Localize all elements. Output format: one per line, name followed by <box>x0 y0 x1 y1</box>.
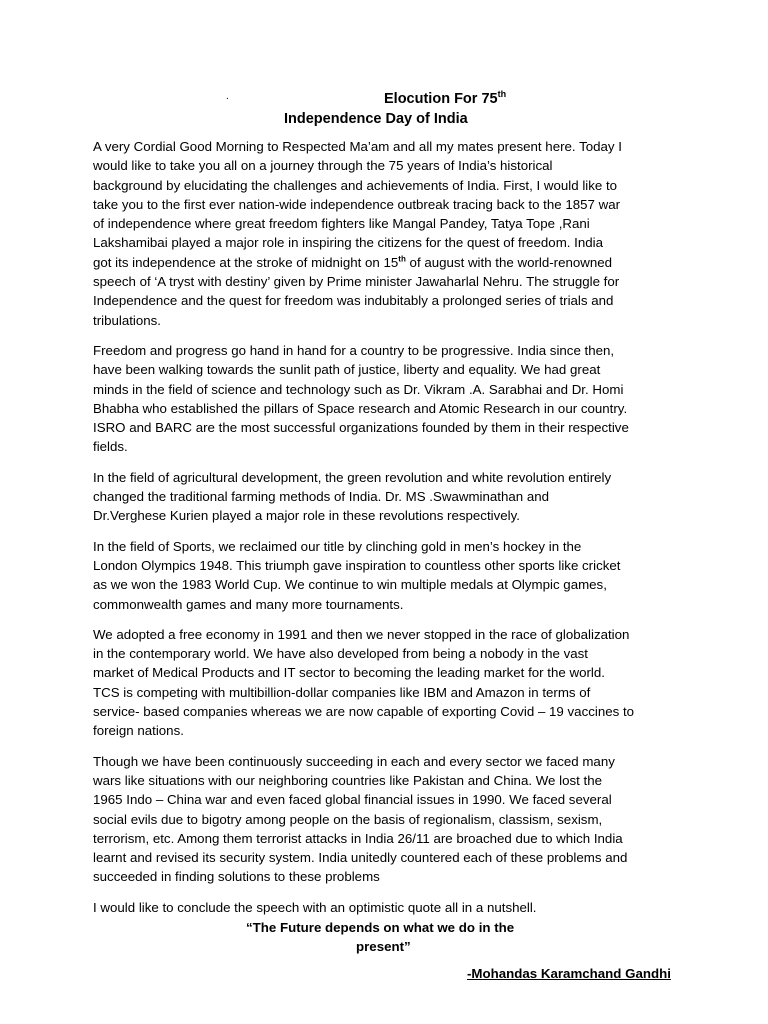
text-line <box>93 595 678 614</box>
line-text: as we won the 1983 World Cup. We continue to win multiple medals at Olympic games, <box>93 577 607 593</box>
text-line <box>93 829 678 848</box>
text-line <box>93 156 678 175</box>
paragraph <box>93 468 678 526</box>
line-text: market of Medical Products and IT sector to becoming the leading market for the world. <box>93 665 605 681</box>
quote-author: -Mohandas Karamchand Gandhi <box>467 966 671 981</box>
line-text: Lakshamibai played a major role in inspiring the citizens for the quest of freedom. India <box>93 235 603 251</box>
line-text: learnt and revised its security system. India unitedly countered each of these problems and <box>93 850 628 866</box>
speech-body <box>93 137 678 928</box>
text-line <box>93 253 678 272</box>
text-line <box>93 790 678 809</box>
paragraph <box>93 341 678 457</box>
line-text: speech of ‘A tryst with destiny’ given by Prime minister Jawaharlal Nehru. The struggle for <box>93 274 620 290</box>
text-line <box>93 272 678 291</box>
text-line <box>93 487 678 506</box>
line-text: would like to take you all on a journey through the 75 years of India’s historical <box>93 158 553 174</box>
line-text: in the contemporary world. We have also developed from being a nobody in the vast <box>93 646 588 662</box>
text-line <box>93 663 678 682</box>
text-line <box>93 506 678 525</box>
text-line <box>93 437 678 456</box>
line-text: We adopted a free economy in 1991 and then we never stopped in the race of globalization <box>93 626 630 642</box>
line-text: have been walking towards the sunlit path of justice, liberty and equality. We had great <box>93 362 601 378</box>
title-line-2: Independence Day of India <box>284 111 468 127</box>
text-line <box>93 233 678 252</box>
title-mark: . <box>226 91 229 102</box>
line-text: minds in the field of science and technology such as Dr. Vikram .A. Sarabhai and Dr. Homi <box>93 381 624 397</box>
title-text: Elocution For 75 <box>384 91 498 107</box>
line-text: Freedom and progress go hand in hand for a country to be progressive. India since then, <box>93 342 615 358</box>
quote-line-2: present” <box>356 939 411 954</box>
paragraph <box>93 898 678 917</box>
line-text: changed the traditional farming methods of India. Dr. MS .Swawminathan and <box>93 489 550 505</box>
text-line <box>93 683 678 702</box>
line-text: fields. <box>93 439 128 455</box>
text-line <box>93 556 678 575</box>
superscript: th <box>398 254 406 264</box>
line-text: tribulations. <box>93 312 161 328</box>
line-text: service- based companies whereas we are now capable of exporting Covid – 19 vaccines to <box>93 704 635 720</box>
text-line <box>93 195 678 214</box>
line-text: 1965 Indo – China war and even faced global financial issues in 1990. We faced several <box>93 792 612 808</box>
paragraph <box>93 752 678 887</box>
line-text: terrorism, etc. Among them terrorist attacks in India 26/11 are broached due to which India <box>93 830 623 846</box>
paragraph <box>93 537 678 614</box>
line-text: Bhabha who established the pillars of Space research and Atomic Research in our country. <box>93 400 628 416</box>
text-line <box>93 752 678 771</box>
line-text: of independence where great freedom fighters like Mangal Pandey, Tatya Tope ,Rani <box>93 216 590 232</box>
quote-line-1: “The Future depends on what we do in the <box>246 920 515 935</box>
line-text: In the field of Sports, we reclaimed our title by clinching gold in men’s hockey in the <box>93 538 582 554</box>
line-text: Dr.Verghese Kurien played a major role in these revolutions respectively. <box>93 508 520 524</box>
line-text: A very Cordial Good Morning to Respected Ma’am and all my mates present here. Today I <box>93 139 622 154</box>
title-line-1 <box>384 89 506 109</box>
paragraph <box>93 625 678 741</box>
text-line <box>93 399 678 418</box>
line-text: Though we have been continuously succeeding in each and every sector we faced many <box>93 753 615 769</box>
text-line <box>93 810 678 829</box>
line-text: In the field of agricultural development, the green revolution and white revolution entirely <box>93 469 612 485</box>
text-line <box>93 848 678 867</box>
text-line <box>93 771 678 790</box>
text-line <box>93 537 678 556</box>
text-line <box>93 575 678 594</box>
paragraph <box>93 137 678 330</box>
line-text: TCS is competing with multibillion-dollar companies like IBM and Amazon in terms of <box>93 684 591 700</box>
line-text: Independence and the quest for freedom was indubitably a prolonged series of trials and <box>93 293 614 309</box>
text-line <box>93 137 678 156</box>
text-line <box>93 702 678 721</box>
text-line <box>93 468 678 487</box>
title-superscript: th <box>497 89 507 100</box>
text-line <box>93 644 678 663</box>
text-line <box>93 380 678 399</box>
text-line <box>93 625 678 644</box>
line-text: ISRO and BARC are the most successful organizations founded by them in their respective <box>93 420 629 436</box>
text-line <box>93 214 678 233</box>
line-text: commonwealth games and many more tournaments. <box>93 596 404 612</box>
text-line <box>93 867 678 886</box>
text-line <box>93 898 678 917</box>
text-line <box>93 360 678 379</box>
line-text: take you to the first ever nation-wide independence outbreak tracing back to the 1857 war <box>93 196 621 212</box>
line-text: got its independence at the stroke of midnight on 15 <box>93 254 399 270</box>
line-text: London Olympics 1948. This triumph gave inspiration to countless other sports like cricket <box>93 557 621 573</box>
line-text-continued: of august with the world-renowned <box>405 254 613 270</box>
line-text: succeeded in finding solutions to these problems <box>93 869 380 885</box>
line-text: I would like to conclude the speech with an optimistic quote all in a nutshell. <box>93 899 537 915</box>
text-line <box>93 721 678 740</box>
text-line <box>93 341 678 360</box>
text-line <box>93 418 678 437</box>
line-text: background by elucidating the challenges and achievements of India. First, I would like to <box>93 177 618 193</box>
line-text: social evils due to bigotry among people on the basis of regionalism, classism, sexism, <box>93 811 603 827</box>
text-line <box>93 176 678 195</box>
line-text: foreign nations. <box>93 723 184 739</box>
line-text: wars like situations with our neighboring countries like Pakistan and China. We lost the <box>93 772 602 788</box>
text-line <box>93 291 678 310</box>
text-line <box>93 311 678 330</box>
